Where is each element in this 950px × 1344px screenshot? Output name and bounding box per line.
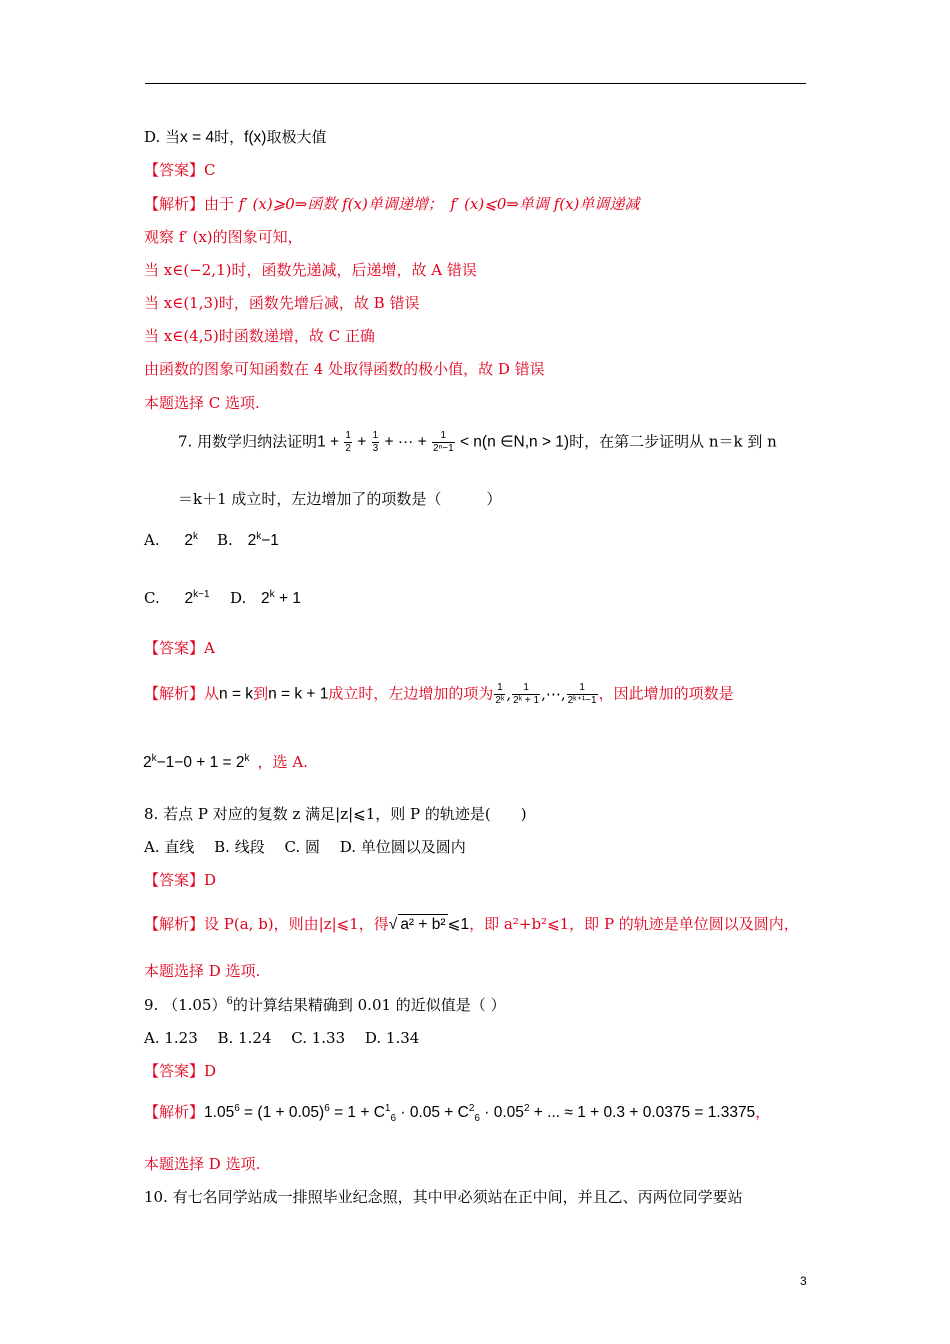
explanation-7: 【解析】从n = k到n = k + 1成立时，左边增加的项为 $\frac{1}{\text{2ᵏ}}$ , $\frac{1}{\text{2ᵏ + 1}}$ ,⋯, $\frac{1}{\text{2ᵏ⁺¹−1}}$ ，因此增加的项数是: [144, 682, 734, 706]
option-7d: D. $2^k + 1$: [230, 588, 301, 607]
options-8: A. 直线 B. 线段 C. 圆 D. 单位圆以及圆内: [144, 838, 466, 856]
option-d-line: D. 当x = 4时，f(x)取极大值: [144, 128, 327, 146]
explanation-8: 【解析】设 P(a, b)，则由|z|⩽1，得√ a² + b² ⩽1，即 a²+b²⩽1，即 P 的轨迹是单位圆以及圆内，: [144, 915, 799, 933]
option-7c: C. $2^{k-1}$: [144, 588, 210, 607]
question-9: 9. $(1.05)^6$的计算结果精确到 0.01 的近似值是（ ）: [144, 996, 506, 1014]
fraction-half: $\frac{1}{2}$: [345, 430, 351, 454]
explanation-6-line4: 当 x∈(1,3)时，函数先增后减，故 B 错误: [144, 294, 420, 312]
selection-9: 本题选择 D 选项.: [144, 1155, 261, 1173]
question-10: 10. 有七名同学站成一排照毕业纪念照，其中甲必须站在正中间，并且乙、丙两位同学要站: [144, 1188, 743, 1206]
question-7: 7. 用数学归纳法证明1 + $\frac{1}{2}$ + $\frac{1}{3}$ + ··· + $\frac{1}{\text{2ⁿ−1}}$ < n(n ∈N,n > 1)时，在第二步证明从 n＝k 到 n: [178, 430, 777, 454]
term-g1: $\frac{1}{\text{2ᵏ}}$: [495, 682, 505, 706]
explanation-9: 【解析】$1.05^6 = (1 + 0.05)^6 = 1 + C^1_6 \cdot 0.05 + C^2_6 \cdot 0.05^2$ + ... ≈ 1 + 0.3 + 0.0375 = 1.3375，: [144, 1102, 771, 1125]
options-9: A. 1.23 B. 1.24 C. 1.33 D. 1.34: [144, 1029, 420, 1047]
term-g2: $\frac{1}{\text{2ᵏ + 1}}$: [513, 682, 540, 706]
explanation-7-result: $2^k-1-0 + 1 = 2^k$ ，选 A.: [143, 752, 308, 771]
option-7a: A. 2$^k$: [144, 530, 199, 549]
explanation-6-line5: 当 x∈(4,5)时函数递增，故 C 正确: [144, 327, 375, 345]
selection-8: 本题选择 D 选项.: [144, 962, 261, 980]
page-number: 3: [800, 1274, 807, 1288]
option-7b: B. $2^k-1$: [217, 530, 279, 549]
answer-8: 【答案】D: [144, 871, 217, 889]
question-7-cont: ＝k＋1 成立时，左边增加了的项数是（ ）: [178, 490, 502, 508]
header-rule: [145, 83, 806, 84]
explanation-6-line6: 由函数的图象可知函数在 4 处取得函数的极小值，故 D 错误: [144, 360, 545, 378]
explanation-6-line3: 当 x∈(−2,1)时，函数先递减，后递增，故 A 错误: [144, 261, 477, 279]
fraction-third: $\frac{1}{3}$: [372, 430, 379, 454]
selection-6: 本题选择 C 选项.: [144, 394, 260, 412]
explanation-6-line2: 观察 f′ (x)的图象可知，: [144, 228, 303, 246]
explanation-6-line1: 【解析】由于 f′ (x)⩾0⇒函数 f(x)单调递增； f′ (x)⩽0⇒单调 f(x)单调递减: [144, 195, 640, 213]
question-8: 8. 若点 P 对应的复数 z 满足|z|⩽1，则 P 的轨迹是( ): [144, 805, 527, 823]
answer-9: 【答案】D: [144, 1062, 217, 1080]
answer-7: 【答案】A: [144, 639, 215, 657]
fraction-last: $\frac{1}{\text{2ⁿ−1}}$: [433, 430, 454, 454]
answer-6: 【答案】C: [144, 161, 216, 179]
term-g3: $\frac{1}{\text{2ᵏ⁺¹−1}}$: [567, 682, 597, 706]
